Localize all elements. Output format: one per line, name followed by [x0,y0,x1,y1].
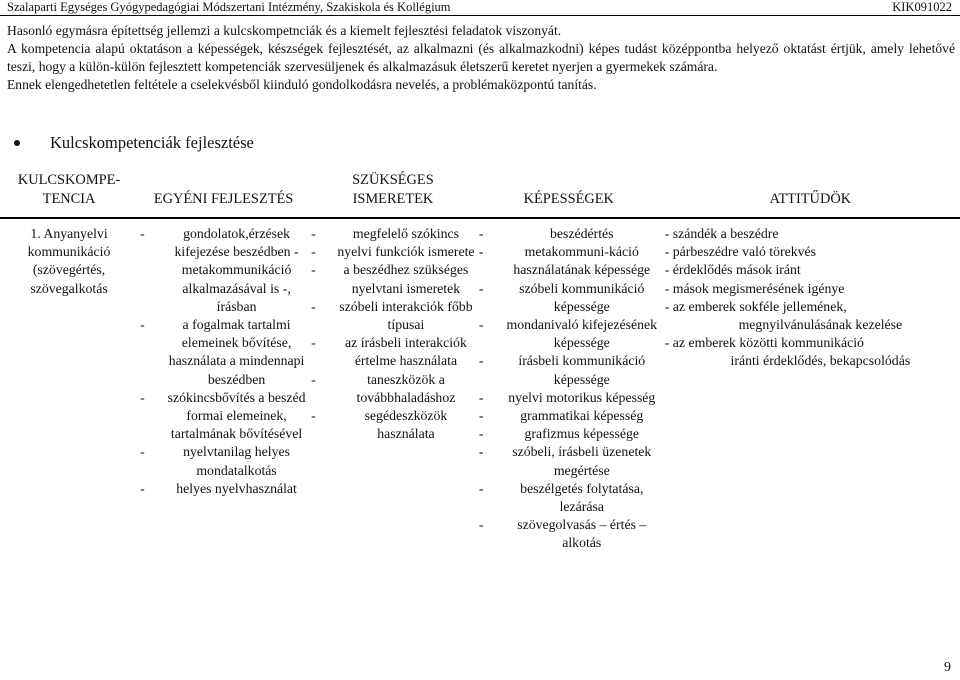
table-header-row [0,165,960,218]
list-item: - beszédértés [477,225,661,243]
list-item: - szókincsbővítés a beszéd formai elemeinek, tartalmának bővítésével [138,389,309,444]
intro-paragraph-3: Ennek elengedhetetlen feltétele a cselekvésből kiinduló gondolkodásra nevelés, a problémaközpontú tanítás. [7,77,597,92]
section-heading [14,133,254,153]
list-item: - taneszközök a továbbhaladáshoz [309,371,477,407]
list-item: - mondanivaló kifejezésének képessége [477,316,661,352]
table-row [0,218,960,553]
cell-ismeretek [309,218,477,553]
cell-competence: 1. Anyanyelvi kommunikáció (szövegértés, szövegalkotás [27,226,111,296]
list-item: - szövegolvasás – értés – alkotás [477,516,661,552]
attitude-line: - mások megismerésének igénye [664,280,845,296]
header-kepessegek: KÉPESSÉGEK [523,191,614,207]
intro-paragraph-1: Hasonló egymásra építettség jellemzi a kulcskompetnciák és a kiemelt fejlesztési feladatok viszonyát. [7,23,562,38]
competence-table [0,165,960,553]
list-item: - nyelvtanilag helyes mondatalkotás [138,443,309,479]
attitude-line: - az emberek közötti kommunikáció [664,335,864,351]
list-item: - szóbeli kommunikáció képessége [477,280,661,316]
list-item: - az írásbeli interakciók értelme használata [309,334,477,370]
header-egyeni-fejlesztes: EGYÉNI FEJLESZTÉS [153,191,294,207]
cell-attitudok [661,218,960,553]
header-kulcskompetencia: KULCSKOMPE- TENCIA [17,172,121,207]
cell-egyeni-fejlesztes [138,218,309,553]
list-item: - grafizmus képessége [477,425,661,443]
list-item: - gondolatok,érzések kifejezése beszédben - metakommunikáció alkalmazásával is -, írásban [138,225,309,316]
header-szukseges-ismeretek: SZÜKSÉGES ISMERETEK [352,172,434,207]
list-item: - nyelvi funkciók ismerete [309,243,477,261]
header-code: KIK091022 [892,0,952,14]
list-item: - nyelvi motorikus képesség [477,389,661,407]
header-institution: Szalaparti Egységes Gyógypedagógiai Módszertani Intézmény, Szakiskola és Kollégium [7,0,451,14]
attitude-line: - érdeklődés mások iránt [664,262,801,278]
header-attitudok: ATTITŰDÖK [769,191,852,207]
attitude-line: iránti érdeklődés, bekapcsolódás [730,353,911,369]
list-item: - a fogalmak tartalmi elemeinek bővítése, használata a mindennapi beszédben [138,316,309,389]
intro-text [7,22,955,94]
kepessegek-list [477,225,661,553]
attitude-line: - szándék a beszédre [664,226,779,241]
section-title: Kulcskompetenciák fejlesztése [50,133,254,152]
list-item: - beszélgetés folytatása, lezárása [477,480,661,516]
intro-paragraph-2: A kompetencia alapú oktatáson a képességek, készségek fejlesztését, az alkalmazni (és alkalmazkodni) képes tudást középpontba helyező oktatást értjük, amely lehetővé teszi, hogy a külön-külön fejlesztett kompetenciák szervesüljenek és alkalmazásuk életszerű keretet nyerjen a gyermekek számára. [7,41,955,74]
list-item: - írásbeli kommunikáció képessége [477,352,661,388]
list-item: - metakommuni-káció használatának képessége [477,243,661,279]
cell-kepessegek [477,218,661,553]
list-item: - szóbeli, írásbeli üzenetek megértése [477,443,661,479]
page-header [0,0,960,16]
page-number: 9 [944,660,951,675]
bullet-icon [14,140,20,146]
list-item: - helyes nyelvhasználat [138,480,309,498]
list-item: - segédeszközök használata [309,407,477,443]
egyeni-list [138,225,309,498]
attitude-line: megnyilvánulásának kezelése [738,317,903,333]
list-item: - megfelelő szókincs [309,225,477,243]
list-item: - grammatikai képesség [477,407,661,425]
list-item: - szóbeli interakciók főbb típusai [309,298,477,334]
list-item: - a beszédhez szükséges nyelvtani ismeretek [309,261,477,297]
ismeretek-list [309,225,477,443]
attitude-line: - az emberek sokféle jellemének, [664,298,847,314]
attitude-line: - párbeszédre való törekvés [664,244,817,260]
